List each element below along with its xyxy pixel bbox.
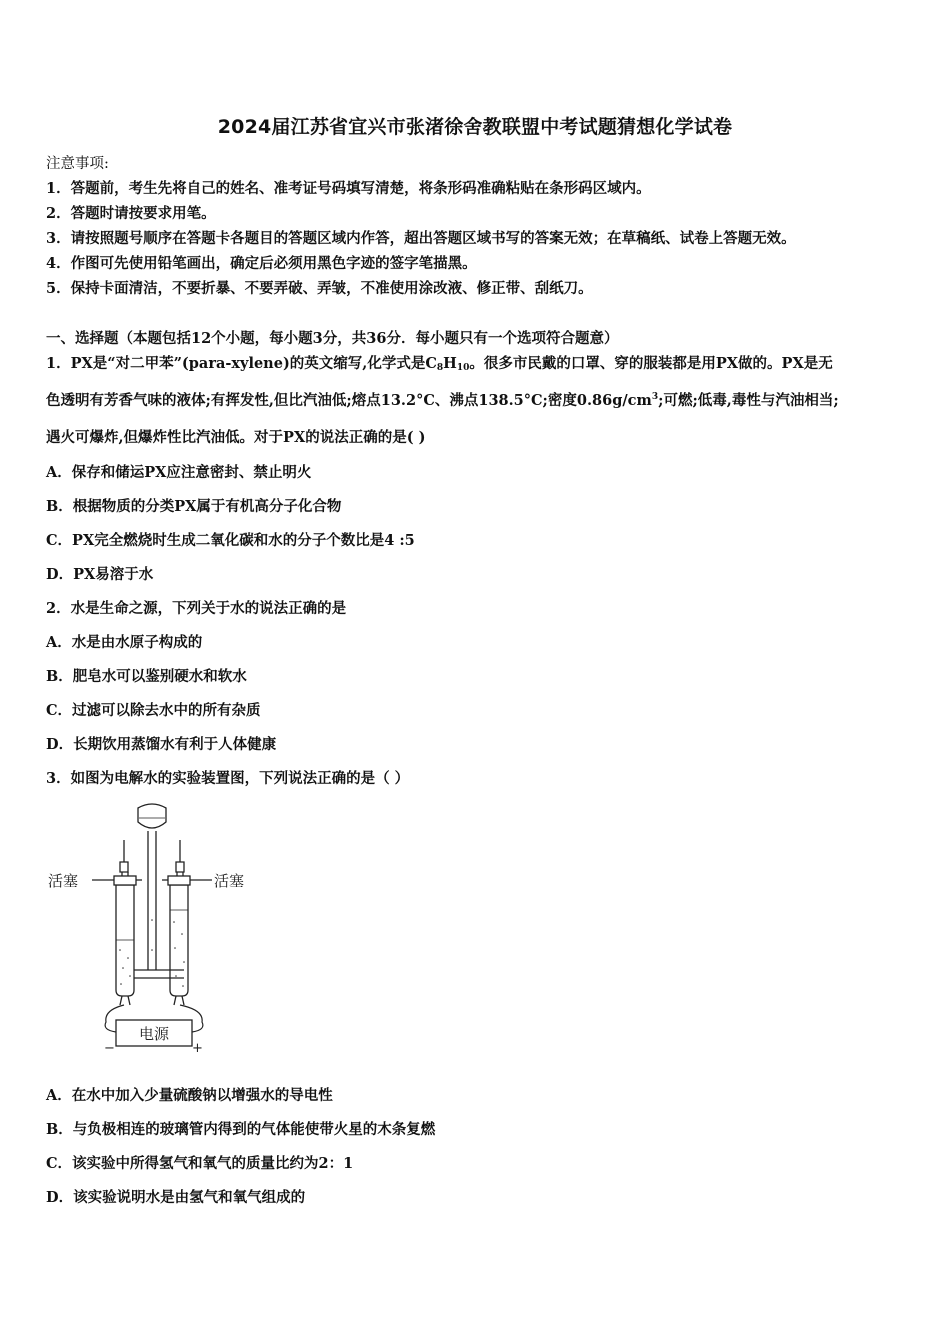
q2-option-a: A．水是由水原子构成的 — [46, 634, 203, 651]
positive-terminal-sign: + — [192, 1041, 203, 1055]
q1-sup-3: 3 — [651, 392, 659, 402]
notice-item-4: 4．作图可先使用铅笔画出，确定后必须用黑色字迹的签字笔描黑。 — [46, 255, 477, 272]
notice-heading: 注意事项: — [46, 156, 109, 172]
exam-title: 2024届江苏省宜兴市张渚徐舍教联盟中考试题猜想化学试卷 — [217, 116, 733, 138]
q1-text-b: H — [443, 355, 457, 372]
notice-item-3: 3．请按照题号顺序在答题卡各题目的答题区域内作答，超出答题区域书写的答案无效；在草稿纸、试卷上答题无效。 — [46, 230, 796, 247]
q1-stem-line-2 — [46, 389, 839, 410]
reservoir-funnel — [138, 804, 166, 970]
q1-option-a: A．保存和储运PX应注意密封、禁止明火 — [46, 464, 312, 481]
left-stopcock-label: 活塞 — [48, 872, 79, 890]
power-label: 电源 — [138, 1025, 170, 1043]
right-stopcock-label: 活塞 — [214, 872, 245, 890]
q1-text-e: ;可燃;低毒,毒性与汽油相当; — [658, 392, 839, 409]
q1-stem-line-1 — [46, 352, 833, 373]
q1-option-d: D．PX易溶于水 — [46, 566, 154, 583]
right-stopcock — [162, 876, 212, 885]
q3-option-a: A．在水中加入少量硫酸钠以增强水的导电性 — [46, 1087, 333, 1104]
q1-text-c: 。很多市民戴的口罩、穿的服装都是用PX做的。PX是无 — [469, 355, 833, 372]
q1-text-a: 1．PX是“对二甲苯”(para-xylene)的英文缩写,化学式是C — [46, 355, 437, 372]
notice-item-1: 1．答题前，考生先将自己的姓名、准考证号码填写清楚，将条形码准确粘贴在条形码区域内。 — [46, 180, 651, 197]
q1-option-c: C．PX完全燃烧时生成二氧化碳和水的分子个数比是4 :5 — [46, 532, 415, 549]
q2-option-b: B．肥皂水可以鉴别硬水和软水 — [46, 668, 247, 685]
q1-stem-line-3: 遇火可爆炸,但爆炸性比汽油低。对于PX的说法正确的是( ) — [46, 429, 426, 446]
q1-option-b: B．根据物质的分类PX属于有机高分子化合物 — [46, 498, 342, 515]
q3-stem: 3．如图为电解水的实验装置图，下列说法正确的是（ ） — [46, 770, 410, 787]
notice-item-2: 2．答题时请按要求用笔。 — [46, 205, 216, 222]
right-glass-tube — [170, 840, 188, 1005]
q2-option-c: C．过滤可以除去水中的所有杂质 — [46, 702, 261, 719]
left-stopcock — [92, 876, 142, 885]
electrolysis-apparatus-figure — [44, 800, 264, 1055]
q1-sub-c: 8 — [436, 363, 444, 373]
q3-option-b: B．与负极相连的玻璃管内得到的气体能使带火星的木条复燃 — [46, 1121, 436, 1138]
q3-option-d: D．该实验说明水是由氢气和氧气组成的 — [46, 1189, 306, 1206]
section-heading: 一、选择题（本题包括12个小题，每小题3分，共36分．每小题只有一个选项符合题意） — [46, 330, 619, 347]
q3-option-c: C．该实验中所得氢气和氧气的质量比约为2：1 — [46, 1155, 354, 1172]
q1-text-d: 色透明有芳香气味的液体;有挥发性,但比汽油低;熔点13.2°C、沸点138.5°C;密度0.86g/cm — [46, 392, 652, 409]
negative-terminal-sign: − — [104, 1041, 115, 1055]
water-dots — [119, 919, 185, 987]
notice-item-5: 5．保持卡面清洁，不要折暴、不要弄破、弄皱，不准使用涂改液、修正带、刮纸刀。 — [46, 280, 593, 297]
q1-sub-h: 10 — [456, 363, 470, 373]
q2-stem: 2．水是生命之源，下列关于水的说法正确的是 — [46, 600, 347, 617]
q2-option-d: D．长期饮用蒸馏水有利于人体健康 — [46, 736, 277, 753]
